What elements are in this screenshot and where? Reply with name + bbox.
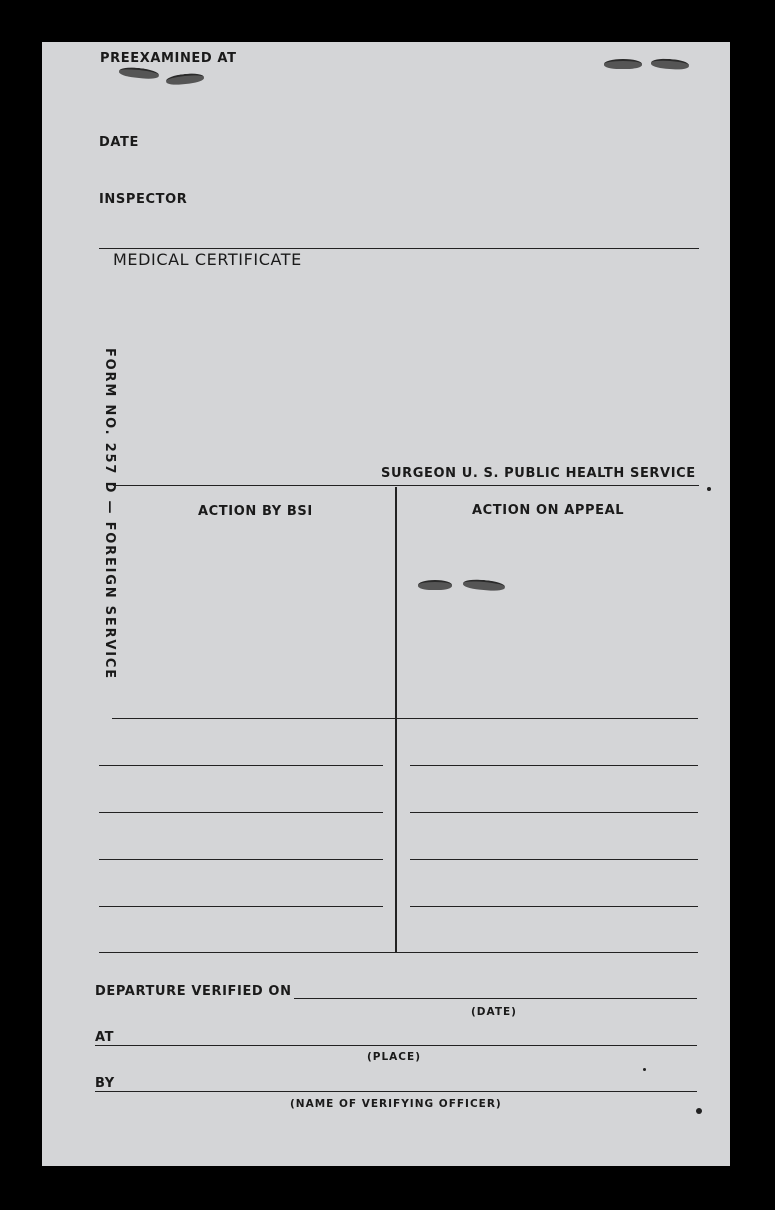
by-label: BY — [95, 1076, 115, 1091]
surgeon-signature-line — [113, 485, 699, 486]
at-label: AT — [95, 1030, 115, 1045]
speck — [696, 1108, 702, 1114]
departure-verified-label: DEPARTURE VERIFIED ON — [95, 984, 292, 999]
officer-caption: (NAME OF VERIFYING OFFICER) — [290, 1098, 502, 1110]
action-line-left — [99, 859, 383, 860]
preexamined-label: PREEXAMINED AT — [100, 51, 237, 66]
place-field — [95, 1045, 697, 1046]
redaction-mark — [418, 580, 452, 590]
surgeon-label: SURGEON U. S. PUBLIC HEALTH SERVICE — [381, 466, 696, 481]
action-line — [112, 718, 698, 719]
action-line-left — [99, 765, 383, 766]
inspector-label: INSPECTOR — [99, 192, 188, 207]
column-divider — [395, 487, 397, 952]
departure-date-field — [294, 998, 697, 999]
certificate-title: MEDICAL CERTIFICATE — [113, 250, 302, 269]
header-divider — [99, 248, 699, 249]
form-number-side-label: FORM NO. 257 D — FOREIGN SERVICE — [102, 348, 117, 680]
action-line-left — [99, 812, 383, 813]
speck — [707, 487, 711, 491]
date-label: DATE — [99, 135, 139, 150]
place-caption: (PLACE) — [367, 1051, 421, 1063]
date-caption: (DATE) — [471, 1006, 517, 1018]
redaction-mark — [604, 59, 642, 69]
verifying-officer-field — [95, 1091, 697, 1092]
action-line-right — [410, 906, 698, 907]
action-line-right — [410, 765, 698, 766]
action-on-appeal-header: ACTION ON APPEAL — [472, 503, 625, 518]
action-line-left — [99, 906, 383, 907]
action-by-bsi-header: ACTION BY BSI — [198, 504, 313, 519]
action-line-right — [410, 812, 698, 813]
action-line-right — [410, 859, 698, 860]
actions-bottom-line — [99, 952, 698, 953]
speck — [643, 1068, 646, 1071]
